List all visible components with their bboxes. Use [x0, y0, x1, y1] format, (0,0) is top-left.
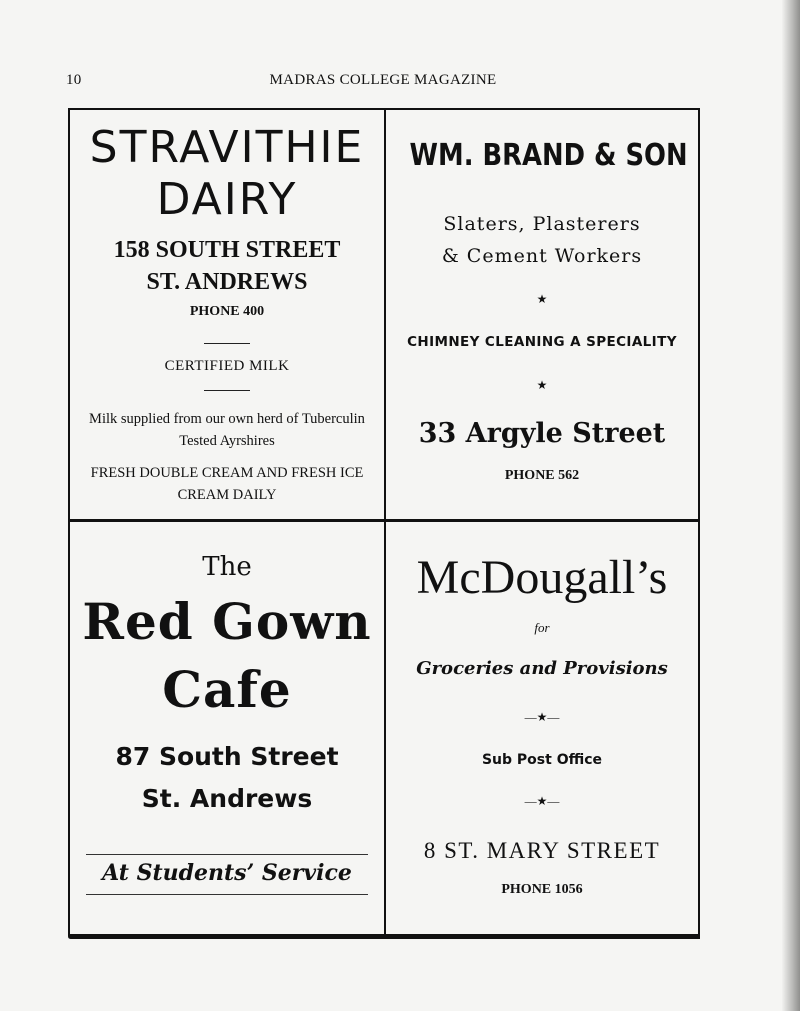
ad-brand-trade-line2: & Cement Workers: [441, 245, 643, 267]
ad-mcdougall-phone: PHONE 1056: [501, 882, 583, 897]
ad-stravithie-address-line2: ST. ANDREWS: [146, 269, 308, 295]
ad-redgown-address-line1: 87 South Street: [115, 742, 339, 771]
ad-stravithie-name-line1: STRAVITHIE: [89, 122, 365, 173]
ad-stravithie-address-line1: 158 SOUTH STREET: [113, 237, 341, 263]
ad-stravithie-short-rule: [204, 390, 250, 391]
ad-stravithie-name-line2: DAIRY: [156, 174, 298, 225]
ad-grid-horizontal-divider: [68, 519, 700, 522]
ad-redgown-name: Red Gown: [82, 592, 372, 651]
ad-stravithie-milk-text: Milk supplied from our own herd of Tuberculin Tested Ayrshires: [89, 411, 365, 449]
ad-stravithie-certified: CERTIFIED MILK: [164, 358, 290, 374]
ad-redgown-cafe: Cafe: [162, 660, 292, 719]
ad-grid-vertical-divider: [384, 108, 386, 936]
ad-redgown-service: At Students’ Service: [102, 860, 352, 886]
ad-red-gown-cafe: [72, 524, 382, 932]
ad-brand-street: 33 Argyle Street: [418, 418, 666, 449]
ad-mcdougall-street: 8 ST. MARY STREET: [423, 838, 661, 863]
ad-brand-name: WM. BRAND & SON: [409, 138, 688, 173]
ad-brand-speciality: CHIMNEY CLEANING A SPECIALITY: [407, 334, 677, 350]
ad-stravithie-cream-text: FRESH DOUBLE CREAM AND FRESH ICE CREAM DAILY: [90, 465, 364, 503]
star-divider-icon: —★—: [524, 710, 560, 724]
ad-redgown-the: The: [202, 552, 252, 582]
ad-wm-brand-son: [388, 112, 696, 518]
ad-brand-phone: PHONE 562: [504, 468, 580, 483]
ad-stravithie-phone: PHONE 400: [189, 304, 265, 319]
ad-redgown-rule-bottom: [86, 894, 368, 895]
ad-brand-trade-line1: Slaters, Plasterers: [443, 213, 641, 235]
ad-mcdougall-name: McDougall’s: [416, 551, 668, 604]
star-icon: ★: [536, 378, 548, 392]
page-number: 10: [66, 72, 82, 88]
star-divider-icon: —★—: [524, 794, 560, 808]
ad-stravithie-short-rule: [204, 343, 250, 344]
ad-mcdougall-post-office: Sub Post Office: [481, 752, 603, 768]
ad-mcdougall-for: for: [534, 620, 550, 635]
star-icon: ★: [536, 292, 548, 306]
ad-redgown-rule-top: [86, 854, 368, 855]
ad-mcdougalls: [388, 524, 696, 932]
ad-redgown-address-line2: St. Andrews: [141, 784, 313, 813]
page-header: [66, 72, 700, 92]
ad-mcdougall-goods: Groceries and Provisions: [416, 658, 668, 679]
ad-stravithie-dairy: [72, 112, 382, 518]
page-edge-shadow: [782, 0, 800, 1011]
magazine-title: MADRAS COLLEGE MAGAZINE: [269, 72, 497, 88]
